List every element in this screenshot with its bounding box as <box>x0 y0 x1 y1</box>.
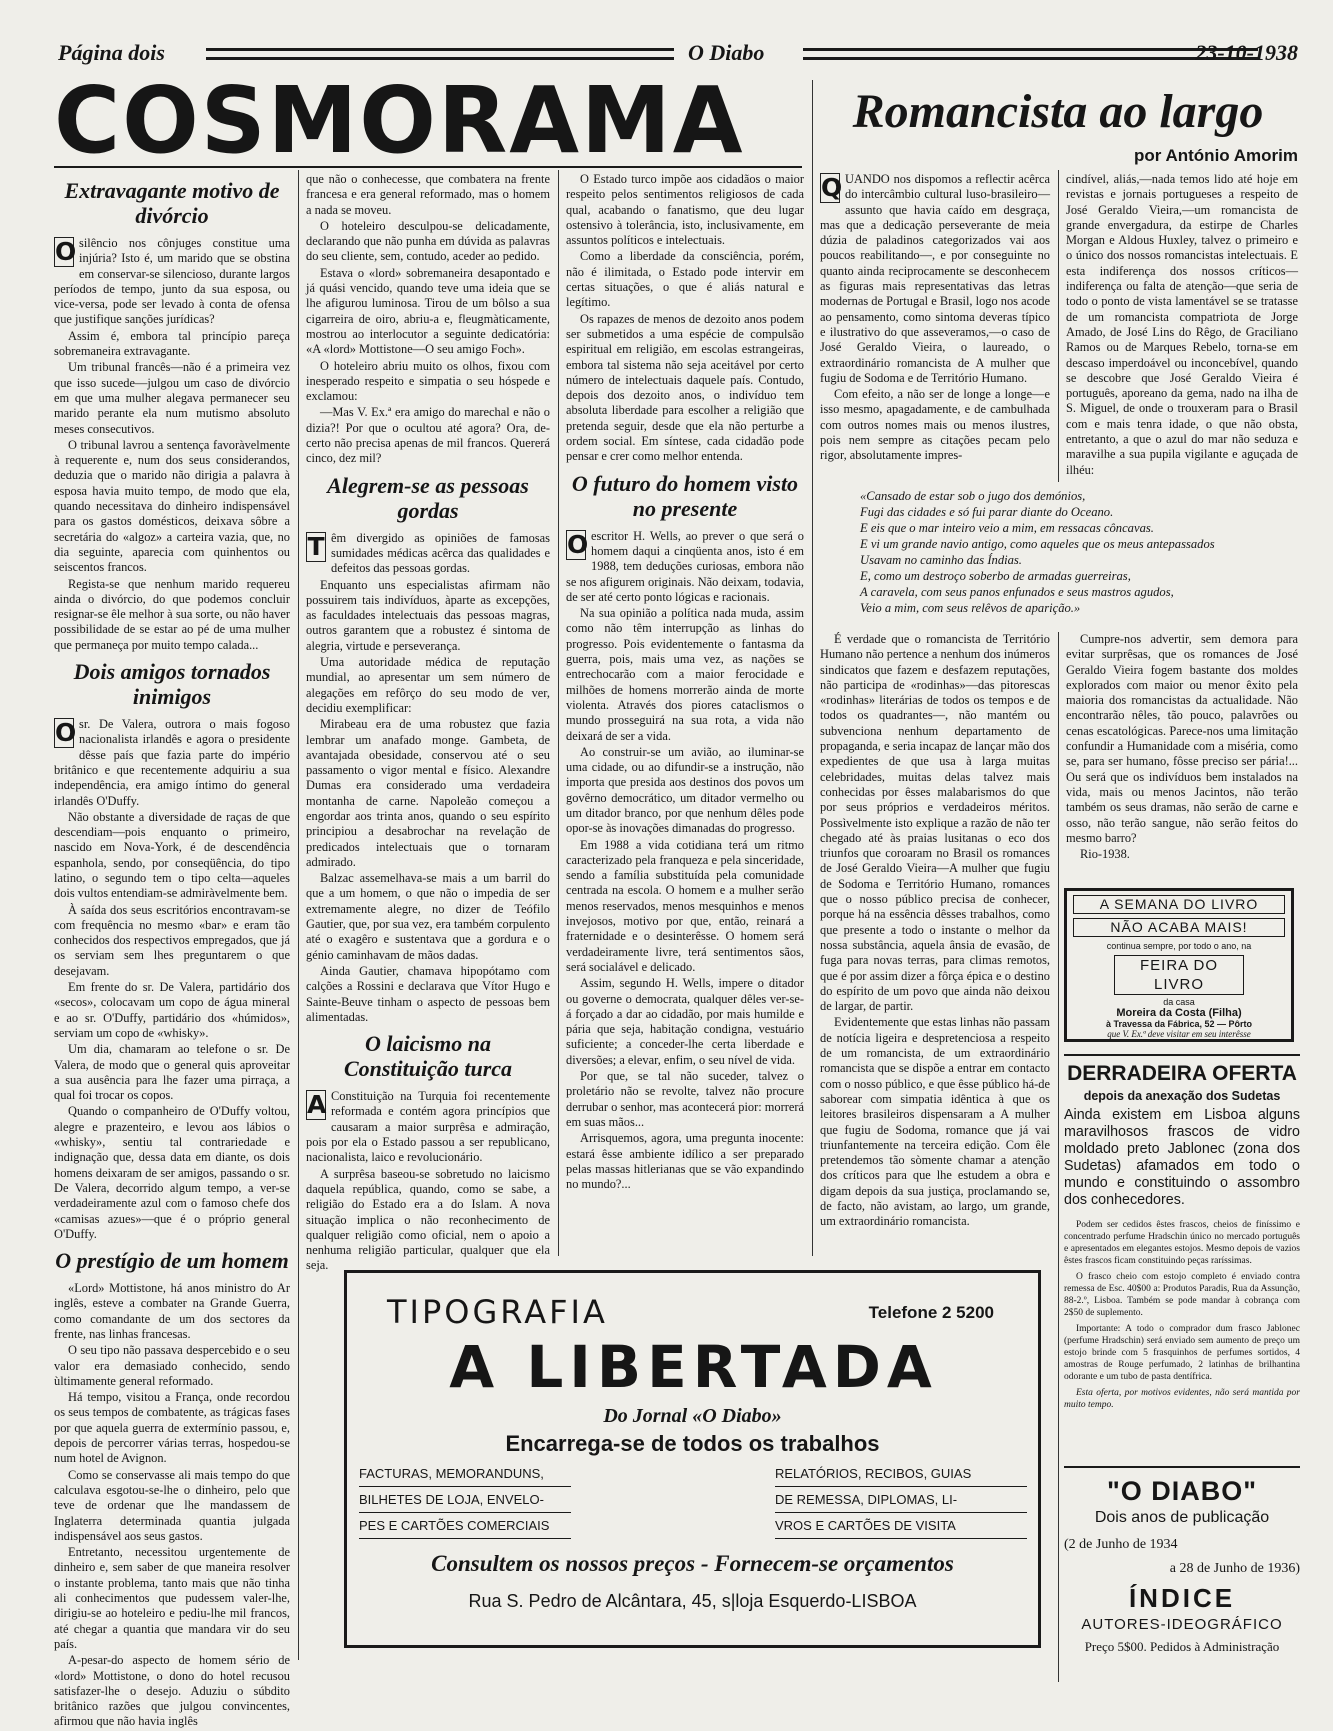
article-heading: O laicismo na Constituição turca <box>343 1031 513 1082</box>
paragraph: Uma autoridade médica de reputação mundial, ao apresentar um sem número de alegações em refôrço do seu modo de ver, decidiu exemplificar: <box>306 655 550 715</box>
ad-service-item: DE REMESSA, DIPLOMAS, LI- <box>775 1487 1027 1513</box>
paragraph: O seu tipo não passava despercebido e o seu valor era demasiado conhecido, sendo ùltimamente general reformado. <box>54 1343 290 1388</box>
paragraph: O hoteleiro abriu muito os olhos, fixou com inesperado respeito e simpatia o seu hóspede e exclamou: <box>306 358 550 404</box>
poem-quote <box>860 488 1300 616</box>
paragraph: —Mas V. Ex.ª era amigo do marechal e não o dizia?! Por que o ocultou até agora? Ora, de-certo não precisa apenas de mil francos. Quererá cinco, dez mil? <box>306 405 550 466</box>
ad-line: a 28 de Junho de 1936) <box>1169 1561 1300 1576</box>
poem-line: E, como um destroço soberbo de armadas guerreiras, <box>860 569 1131 583</box>
column-3 <box>566 172 804 1254</box>
ad-line: (2 de Junho de 1934 <box>1064 1537 1178 1552</box>
poem-line: E eis que o mar inteiro veio a mim, em ressacas côncavas. <box>860 521 1154 535</box>
paragraph: O tribunal lavrou a sentença favoràvelmente à requerente e, num dos seus considerandos, deduzia que o marido não dirigia a palavra à esposa havia muito tempo, de modo que ela, quando necessitava do dinheiro indispensável para os gastos domésticos, deixava sôbre a secretária do «algoz» a carteira vazia, que, no dia seguinte, aparecia com quinhentos ou seiscentos francos. <box>54 437 290 575</box>
ad-line: FEIRA DO LIVRO <box>1114 955 1244 995</box>
paragraph: Mirabeau era de uma robustez que fazia lembrar um anafado monge. Gambeta, de avantajada obesidade, conservou até o seu passamento o vigor mental e físico. Alexandre Dumas era considerado uma verdadeira montanha de carne. Napoleão começou a engordar aos trinta anos, quando o seu espírito principiou a desabrochar na revelação de predicados intelectuais que o tornaram admirado. <box>306 717 550 869</box>
ad-line: Encarrega-se de todos os trabalhos <box>505 1431 880 1456</box>
drop-cap: Q <box>821 173 843 202</box>
paragraph: O Estado turco impõe aos cidadãos o maior respeito pelos sentimentos religiosos de cada qual, acabando o fanatismo, que deu lugar ostensivo à tolerância, isto, inclusivamente, em assuntos políticos e intelectuais. <box>566 172 804 248</box>
drop-cap: O <box>55 237 77 266</box>
ad-heading: "O DIABO" <box>1064 1466 1300 1507</box>
ad-line: ÍNDICE <box>1128 1583 1236 1613</box>
paragraph: Entretanto, necessitou urgentemente de dinheiro e, sem saber de que maneira resolver o instante problema, tanto mais que não tinha ali conhecimentos que pudessem valer-lhe, dirigiu-se ao hoteleiro e pediu-lhe mil francos, até chegar a quantia que mandara vir do seu país. <box>54 1545 290 1651</box>
paragraph: Os rapazes de menos de dezoito anos podem ser submetidos a uma espécie de compulsão espiritual em religião, em escolas estrangeiras, embora tal sistema não seja aceitável por certo número de intelectuais daquele país. Contudo, depois dos dezoito anos, o indivíduo tem absoluta liberdade para escolher a religião que pretenda seguir, desde que ela não perturbe a ordem social. Em síntese, cada cidadão pode pensar e crer como melhor entenda. <box>566 311 804 464</box>
ad-line: A SEMANA DO LIVRO <box>1073 895 1285 914</box>
ad-service-item: RELATÓRIOS, RECIBOS, GUIAS <box>775 1461 1027 1487</box>
ad-line: TIPOGRAFIA <box>387 1293 608 1331</box>
column-rule <box>812 80 813 1256</box>
paragraph: À saída dos seus escritórios encontravam-se com frequência no mesmo «bar» e eram tão conhecidos dos respectivos empregados, que já os serviam sem lhes preguntarem o que desejavam. <box>54 902 290 978</box>
paragraph: que não o conhecesse, que combatera na frente francesa e era general reformado, mas o homem a nada se moveu. <box>306 172 550 217</box>
paragraph-text: escritor H. Wells, ao prever o que será o homem daqui a cinqüenta anos, isto é em 1988, tem deduções curiosas, embora não se nos afigurem originais. Não deixam, todavia, de ser até certo ponto lógicas e racionais. <box>566 528 804 604</box>
paragraph <box>820 172 1050 386</box>
ad-line: que V. Ex.ª deve visitar em seu interêsse <box>1107 1029 1251 1039</box>
drop-cap: O <box>55 718 77 748</box>
masthead-rule-right <box>803 48 1258 60</box>
ad-line: NÃO ACABA MAIS! <box>1073 918 1285 937</box>
ad-line: da casa <box>1163 997 1195 1007</box>
paragraph: Arrisquemos, agora, uma pregunta inocente: estará êsse ambiente idílico a ser preparado pelas massas hitlerianas que se vão expandindo no mundo?... <box>566 1131 804 1192</box>
ad-small-text: Importante: A todo o comprador dum frasco Jablonec (perfume Hradschin) será enviado sem aumento de preço um estojo brinde com 5 frasquinhos de perfumes sortidos, 4 amostras de Rouge perfumado, 2 latinhas de brilhantina odorante e um tubo de pasta dentífrica. <box>1064 1324 1300 1382</box>
masthead <box>58 40 1298 70</box>
column-4-top <box>820 172 1050 484</box>
ad-small-text: O frasco cheio com estojo completo é enviado contra remessa de Esc. 40$00 a: Produtos Paradis, Rua da Assunção, 88-2.º, Lisboa. Também se pode mandar à cobrança com 2$50 de suplemento. <box>1064 1272 1300 1318</box>
paragraph: cindível, aliás,—nada temos lido até hoje em revistas e jornais portugueses a respeito de José Geraldo Vieira,—um romancista de grande envergadura, da estirpe de Charles Morgan e Aldous Huxley, talvez o primeiro e o único dos nossos romancistas intelectuais. E esta indiferença dos nossos críticos—indiferença ou falta de atenção—que seria de todo o ponto de vista lamentável se se tratasse de um romancista compatriota de Jorge Amado, de José Lins do Rêgo, de Graciliano Ramos ou de Marques Rebelo, torna-se em descaso imperdoável ou inconcebível, quando se descobre que José Geraldo Vieira é português, aporeano da gema, nado na ilha de S. Miguel, de onde o trouxeram para o Brasil com e mais tenra idade, o que não obsta, entretanto, a que o azul do mar não seduza e maravilhe a sua pupila vigilante e aguçada de ilhéu: <box>1066 172 1298 477</box>
ad-address: Rua S. Pedro de Alcântara, 45, s|loja Esquerdo-LISBOA <box>468 1591 917 1611</box>
paragraph: Em frente do sr. De Valera, partidário dos «secos», colocavam um copo de água mineral e ao sr. O'Duffy, partidário dos «húmidos», serviam um copo de «whisky». <box>54 980 290 1040</box>
column-4-bottom <box>820 632 1050 1256</box>
ad-service-item: BILHETES DE LOJA, ENVELO- <box>359 1487 571 1513</box>
column-5-bottom <box>1066 632 1298 882</box>
paragraph: O hoteleiro desculpou-se delicadamente, declarando que não punha em dúvida as palavras do seu cliente, sem, contudo, aceder ao pedido. <box>306 218 550 264</box>
paragraph-text: sr. De Valera, outrora o mais fogoso nacionalista irlandês e agora o presidente dêsse país que fazia parte do império britânico e que recentemente adquiriu a sua independência, era amigo íntimo do general irlandês O'Duffy. <box>54 717 290 808</box>
ad-line: Moreira da Costa (Filha) <box>1116 1007 1242 1019</box>
ad-derradeira-oferta <box>1064 1054 1300 1411</box>
poem-line: Usavam no caminho das Índias. <box>860 553 1022 567</box>
article-title-romancista: Romancista ao largo <box>852 85 1264 138</box>
ad-name: A LIBERTADA <box>449 1333 938 1401</box>
section-rule <box>54 166 802 168</box>
column-rule <box>1058 170 1059 482</box>
ad-line: Dois anos de publicação <box>1094 1509 1270 1526</box>
paragraph: Enquanto uns especialistas afirmam não possuirem tais indivíduos, àparte as excepções, as faculdades intelectuais das pessoas magras, outros garantem que a robustez é sintoma de alegria, virtude e perseverança. <box>306 577 550 653</box>
drop-cap: T <box>307 531 325 561</box>
paragraph <box>566 529 804 605</box>
paragraph: Regista-se que nenhum marido requereu ainda o divórcio, do que podemos concluir resignar-se êle melhor à sua sorte, ou não haver possibilidade de se estar ao pé de uma mulher que permaneça por muito tempo calada... <box>54 576 290 652</box>
ad-service-item: FACTURAS, MEMORANDUNS, <box>359 1461 571 1487</box>
column-2 <box>306 172 550 1273</box>
paragraph: Estava o «lord» sobremaneira desapontado e já quási vencido, quando teve uma ideia que se lhe afigurou luminosa. Tirou de um bôlso a sua cigarreira de oiro, abriu-a e, fleugmàticamente, mostrou ao interlocutor a seguinte dedicatória: «A «lord» Mottistone—O seu amigo Foch». <box>306 265 550 357</box>
ad-line: à Travessa da Fábrica, 52 — Pôrto <box>1105 1019 1253 1029</box>
ad-service-item: VROS E CARTÕES DE VISITA <box>775 1513 1027 1539</box>
ad-line: Preço 5$00. Pedidos à Administração <box>1084 1639 1280 1654</box>
paragraph <box>306 531 550 577</box>
paragraph: Em 1988 a vida cotidiana terá um ritmo caracterizado pela franqueza e pela sinceridade, sendo a família substituída pela comunidade centrada na escola. O homem e a mulher serão menos reservados, menos mesquinhos e menos invejosos, motivo por que, então, reinará a fraternidade e o desinterêsse. O homem será verdadeiramente livre, terá sentimentos sãos, será socialável e delicado. <box>566 837 804 974</box>
article-heading: O prestígio de um homem <box>55 1248 289 1274</box>
poem-line: Veio a mim, com seus relêvos de aparição.» <box>860 601 1081 615</box>
poem-line: A caravela, com seus panos enfunados e seus mastros agudos, <box>860 585 1174 599</box>
ad-service-item: PES E CARTÕES COMERCIAIS <box>359 1513 571 1539</box>
paragraph-text: Constituição na Turquia foi recentemente reformada e contém agora princípios que causaram a maior surprêsa e admiração, pois por ela o Estado passou a ser republicano, nacionalista, laico e revolucionário. <box>306 1089 550 1165</box>
ad-o-diabo-index <box>1064 1466 1300 1655</box>
ad-body: Ainda existem em Lisboa alguns maravilhosos frascos de vidro moldado preto Jablonec (zona dos Sudetas) afamados em todo o mundo e constituindo o assombro dos conhecedores. <box>1064 1107 1300 1208</box>
paragraph: Há tempo, visitou a França, onde recordou os seus tempos de combatente, as trágicas fases por que aquela guerra de extermínio passou, e, depois de percorrer várias terras, hospedou-se num hotel de Avignon. <box>54 1390 290 1466</box>
ad-line: Consultem os nossos preços - Fornecem-se orçamentos <box>431 1551 954 1576</box>
column-rule <box>298 170 299 1660</box>
paragraph: Balzac assemelhava-se mais a um barril do que a um homem, o que não o impedia de ser extremamente alegre, no dizer de Teófilo Gautier, que, por sua vez, era também corpulento até o exagêro e sustentava que a gordura e o génio caminhavam de mãos dadas. <box>306 871 550 962</box>
paragraph: Assim é, embora tal princípio pareça sobremaneira extravagante. <box>54 328 290 359</box>
paragraph: Não obstante a diversidade de raças de que descendiam—pois enquanto o primeiro, nascido em Nova-York, é de descendência espanhola, sendo, por conseqüência, do tipo latino, o segundo tem o tipo celta—aqueles dois vultos entendiam-se admiràvelmente bem. <box>54 809 290 901</box>
ad-small-text: Esta oferta, por motivos evidentes, não será mantida por muito tempo. <box>1064 1388 1300 1410</box>
paragraph-text: UANDO nos dispomos a reflectir acêrca do intercâmbio cultural luso-brasileiro—assunto que havia caído em desgraça, mas que a dedicação perseverante de meia dúzia de paladinos categorizados vai aos poucos reabilitando—, e por conseguinte no quanto ainda reciprocamente se desconhecem as figuras mais representativas das letras modernas de Portugal e Brasil, logo nos acode ao pensamento, como sintoma deveras típico e ilustrativo do que asseveramos,—o caso de José Geraldo Vieira, o laureado, o extraordinário romancista de A mulher que fugiu de Sodoma e de Território Humano. <box>820 172 1050 385</box>
paragraph <box>54 236 290 328</box>
paragraph: A-pesar-do aspecto de homem sério de «lord» Mottistone, o dono do hotel recusou satisfazer-lhe o desejo. Aduziu o súbdito britânico razões que julgou convincentes, afirmou que não havia inglês <box>54 1653 290 1729</box>
ad-line: AUTORES-IDEOGRÁFICO <box>1081 1616 1283 1633</box>
paragraph: Por que, se tal não suceder, talvez o proletário não se revolte, talvez não procure derrubar o senhor, mas acontecerá pior: morrerá em suas mãos... <box>566 1069 804 1129</box>
issue-date: 23-10-1938 <box>1195 40 1298 65</box>
ad-heading: DERRADEIRA OFERTA <box>1064 1054 1300 1086</box>
paragraph: Um dia, chamaram ao telefone o sr. De Valera, de modo que o general quis aproveitar a sua ausência para lhe fazer uma pirraça, a qual foi trocar os copos. <box>54 1042 290 1103</box>
article-heading: Alegrem-se as pessoas gordas <box>327 472 529 523</box>
paragraph: Ao construir-se um avião, ao iluminar-se uma cidade, ou ao difundir-se a instrução, não importa que presida aos destinos dos povos um govêrno democrático, um ditador vermelho ou um ditador branco, por que nenhum dêles pode opor-se às inovações dimanadas do progresso. <box>566 744 804 836</box>
signature-place: Rio-1938. <box>1080 847 1130 862</box>
paragraph: Um tribunal francês—não é a primeira vez que isso sucede—julgou um caso de divórcio em que uma mulher alegava permanecer seu marido perante ela num mutismo absoluto meses consecutivos. <box>54 360 290 436</box>
poem-line: «Cansado de estar sob o jugo dos demónios, <box>860 489 1086 503</box>
paragraph: Cumpre-nos advertir, sem demora para evitar surprêsas, que os romances de José Geraldo Vieira fogem bastante dos moldes explorados com maior ou menor êxito pela maioria dos romancistas da actualidade. Não encontrarão nêles, tão pouco, palavrões ou cenas escatológicas. Parece-nos uma limitação confundir a Humanidade com a miséria, como se, para ser humano, fôsse preciso ser pária!... Ou será que os indivíduos bem instalados na vida, mais ou menos Jacintos, não terão também os seus dramas, não serão de carne e osso, não terão sangue, não serão feitos do mesmo barro? <box>1066 632 1298 845</box>
column-5-top <box>1066 172 1298 484</box>
column-rule <box>1058 632 1059 1682</box>
article-heading: Extravagante motivo de divórcio <box>64 178 280 228</box>
section-title-cosmorama: COSMORAMA <box>54 67 745 174</box>
paragraph: Como a liberdade da consciência, porém, não é ilimitada, o Estado pode intervir em certas situações, o que é aliás natural e legítimo. <box>566 249 804 310</box>
masthead-rule-left <box>206 48 674 60</box>
ad-phone: Telefone 2 5200 <box>868 1303 994 1322</box>
ad-semana-do-livro <box>1064 888 1294 1042</box>
paragraph-text: êm divergido as opiniões de famosas sumidades médicas acêrca das qualidades e defeitos das pessoas gordas. <box>331 530 550 576</box>
column-rule <box>558 170 559 1256</box>
paragraph: Assim, segundo H. Wells, impere o ditador ou governe o democrata, qualquer dêles ver-se-á forçado a dar ao cidadão, por mais humilde e pária que seja, habitação condigna, vestuário suficiente; a conceder-lhe certa liberdade e diversões; a elevar, enfim, o seu nível de vida. <box>566 976 804 1067</box>
page-label: Página dois <box>58 40 165 65</box>
paper-name: O Diabo <box>688 40 765 65</box>
poem-line: Fugi das cidades e só fui parar diante do Oceano. <box>860 505 1114 519</box>
ad-line: Do Jornal «O Diabo» <box>603 1405 782 1427</box>
paragraph: Como se conservasse ali mais tempo do que calculava esgotou-se-lhe o dinheiro, pelo que teve de ordenar que lhe mandassem de Inglaterra determinada quantia julgada indispensável aos seus gastos. <box>54 1467 290 1543</box>
paragraph: «Lord» Mottistone, há anos ministro do Ar inglês, esteve a combater na Grande Guerra, como comandante de um dos sectores da frente, nas linhas francesas. <box>54 1281 290 1341</box>
drop-cap: A <box>307 1090 327 1120</box>
paragraph: Quando o companheiro de O'Duffy voltou, alegre e prazenteiro, e levou aos lábios o «whisky», sentiu tal contrariedade e indignação que, dessa data em diante, os dois homens deixaram de ser amigos, passando o sr. De Valera, decorrido algum tempo, a ver-se verdadeiramente azul com o famoso chefe dos «camisas azues»—que é o próprio general O'Duffy. <box>54 1104 290 1241</box>
drop-cap: O <box>567 529 589 559</box>
article-heading: O futuro do homem visto no presente <box>571 470 799 521</box>
ad-subheading: depois da anexação dos Sudetas <box>1083 1089 1281 1103</box>
byline: por António Amorim <box>1134 146 1298 165</box>
ad-services-left <box>359 1461 571 1539</box>
ad-tipografia-a-libertada <box>344 1270 1041 1648</box>
article-heading: Dois amigos tornados inimigos <box>73 659 271 710</box>
paragraph: Evidentemente que estas linhas não passam de notícia ligeira e despretenciosa a respeito de um romancista, de um extraordinário romancista que se dispõe a entrar em contacto com o nosso público, e que êsse público há-de saborear com simpatia idêntica à que os leitores brasileiros dispensaram a A mulher que fugiu de Sodoma, romance que já vai triunfantemente na terceira edição. Com êle pretendemos tão sòmente chamar a atenção dos críticos para que lhe estudem a obra e digam depois da sua justiça, proclamando se, de facto, não avistam, ao largo, um grande, um extraordinário romancista. <box>820 1015 1050 1229</box>
column-1 <box>54 172 290 1729</box>
poem-line: E vi um grande navio antigo, como aqueles que os meus antepassados <box>860 537 1215 551</box>
paragraph: Ainda Gautier, chamava hipopótamo com calções a Rossini e declarava que Vítor Hugo e Sainte-Beuve tinham o aspecto de pessoas bem alimentadas. <box>306 963 550 1024</box>
paragraph: É verdade que o romancista de Território Humano não pertence a nenhum dos inúmeros sindicatos que fazem e desfazem reputações, não participa de «rodinhas»—das pitorescas «rodinhas» literárias de todos os tempos e de todos os quadrantes—, não mantém ou subvenciona nenhum departamento de propaganda, e seria incapaz de lançar mão dos expedientes de que usa à larga muitas celebridades, muitas delas talvez mais conhecidas por êsses malabarismos do que por seus próprios e verdadeiros méritos. Possìvelmente isto explique a razão de não ter chegado até às praias lusitanas o eco dos triunfos que coroaram no Brasil os romances de José Geraldo Vieira—A mulher que fugiu de Sodoma e Território Humano, romances que o nosso público precisa de conhecer, porque há na essência dêsses trabalhos, como que presente a todo o instante o melhor da nossa substância, aquela ânsia de evasão, de fuga para novas terras, para climas remotos, que é por assim dizer a fôrça épica e o destino do espírito de um povo que ainda não deixou de largar, de partir. <box>820 632 1050 1014</box>
paragraph <box>306 1089 550 1165</box>
paragraph <box>54 717 290 809</box>
ad-line: continua sempre, por todo o ano, na <box>1106 941 1252 951</box>
paragraph: Com efeito, a não ser de longe a longe—e isso mesmo, apagadamente, e de cambulhada com outros nomes mais ou menos ilustres, pois nem sempre as citações pecam pelo rigor, absolutamente impres- <box>820 387 1050 463</box>
ad-services-right <box>775 1461 1027 1539</box>
paragraph-text: silêncio nos cônjuges constitue uma injúria? Isto é, um marido que se obstina em conservar-se silencioso, durante largos períodos de tempo, junto da sua esposa, ou vice-versa, pode ser levado à conta de ofensa que justifique sanções jurídicas? <box>54 236 290 327</box>
paragraph: A surprêsa baseou-se sobretudo no laicismo daquela república, quando, como se sabe, a religião do Estado era a do Islam. A nova situação implica o não reconhecimento de qualquer religião como oficial, nem o apoio a nenhuma religião particular, qualquer que ela seja. <box>306 1166 550 1273</box>
ad-small-text: Podem ser cedidos êstes frascos, cheios de finíssimo e concentrado perfume Hradschin único no mercado português e apresentados em elegantes estojos. Mesmo depois de vazios êstes frascos ficam constituindo peças raríssimas. <box>1064 1220 1300 1266</box>
paragraph: Na sua opinião a política nada muda, assim como não têm interrupção as linhas do progresso. Pois evidentemente o fantasma da guerra, pois, mais uma vez, as nações se entrechocarão com a maior ferocidade e milhões de homens morrerão ainda de morte violenta. Através dos piores cataclismos o mundo prosseguirá na sua rota, a vida não deixará de ser a vida. <box>566 606 804 743</box>
